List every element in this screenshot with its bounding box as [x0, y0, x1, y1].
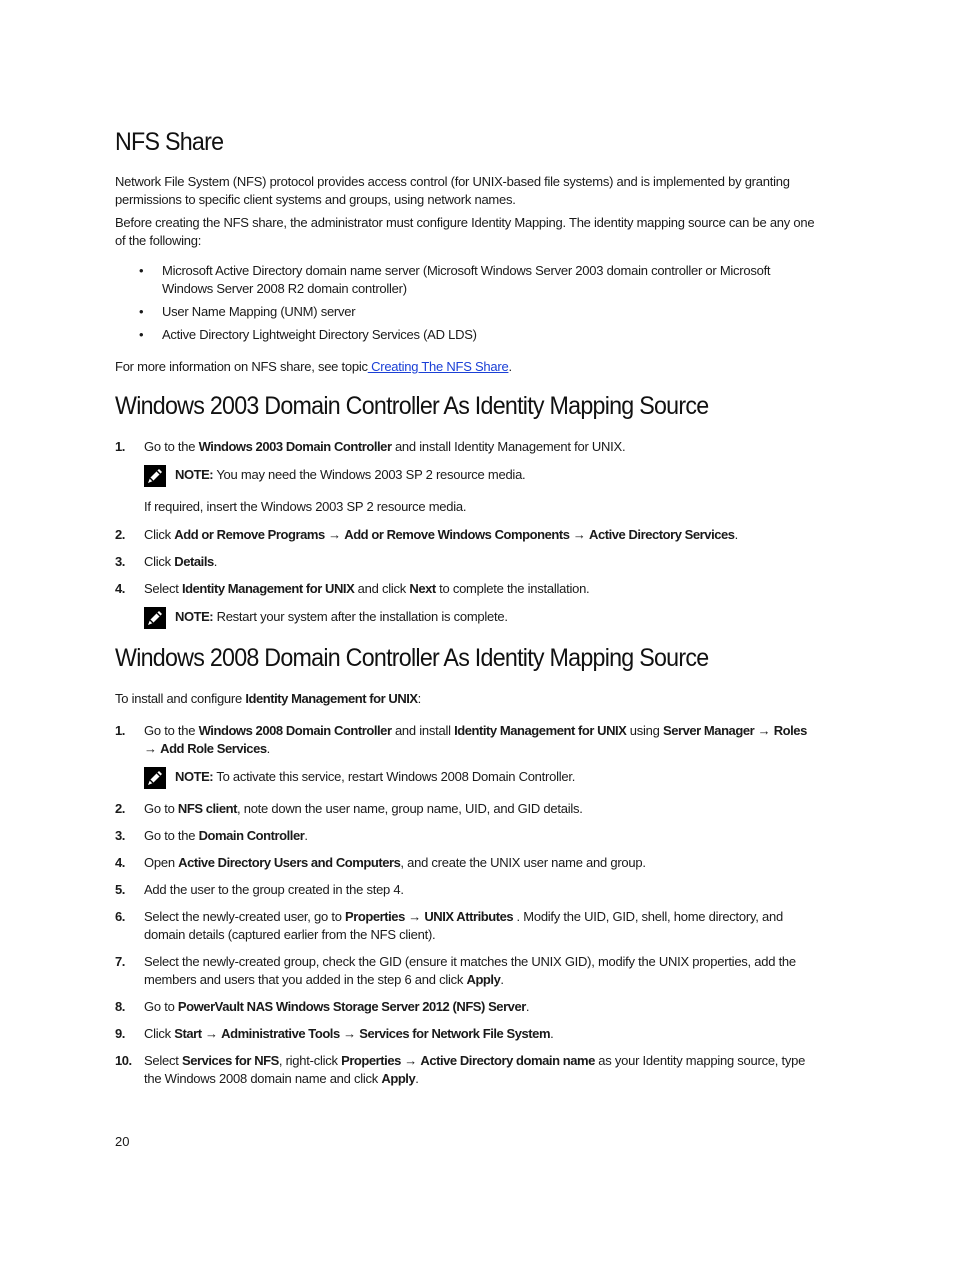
nfs-prereq-paragraph: Before creating the NFS share, the administrator must configure Identity Mapping. The identity mapping source can be any one of the following: — [115, 215, 815, 248]
bullet-glyph: • — [139, 263, 144, 278]
note-text: NOTE: To activate this service, restart Windows 2008 Domain Controller. — [175, 769, 576, 784]
step-text: Select Services for NFS, right-click Properties → Active Directory domain name as your Identity mapping source, type the Windows 2008 domain name and click Apply. — [144, 1053, 806, 1086]
pencil-note-icon — [144, 465, 166, 487]
step-number: 7. — [115, 954, 125, 969]
bullet-glyph: • — [139, 327, 144, 342]
w2008-step-10 — [115, 1052, 815, 1088]
step-text: Select Identity Management for UNIX and click Next to complete the installation. — [144, 581, 590, 596]
note-callout — [144, 466, 815, 488]
identity-source-list — [115, 262, 815, 344]
step-text: Click Add or Remove Programs → Add or Remove Windows Components → Active Directory Services. — [144, 527, 738, 542]
nfs-share-heading: NFS Share — [115, 128, 224, 156]
w2008-step-6 — [115, 908, 815, 944]
step-text: Click Details. — [144, 554, 218, 569]
list-item — [115, 262, 815, 298]
list-item-text: Microsoft Active Directory domain name server (Microsoft Windows Server 2003 domain controller or Microsoft Windows Server 2008 R2 domain controller) — [162, 263, 771, 296]
step-number: 3. — [115, 554, 125, 569]
step-text: Go to the Windows 2008 Domain Controller and install Identity Management for UNIX using Server Manager → Roles → Add Role Services. — [144, 723, 807, 756]
step-number: 5. — [115, 882, 125, 897]
step-text: Click Start → Administrative Tools → Services for Network File System. — [144, 1026, 554, 1041]
w2008-step-3 — [115, 827, 815, 845]
step-number: 1. — [115, 439, 125, 454]
w2008-step-8 — [115, 998, 815, 1016]
step-number: 3. — [115, 828, 125, 843]
w2008-step-4 — [115, 854, 815, 872]
step-number: 10. — [115, 1053, 132, 1068]
w2008-step-1 — [115, 722, 815, 790]
step-number: 4. — [115, 581, 125, 596]
step-number: 1. — [115, 723, 125, 738]
list-item — [115, 326, 815, 344]
step-text: Open Active Directory Users and Computers, and create the UNIX user name and group. — [144, 855, 646, 870]
step-text: Go to the Windows 2003 Domain Controller and install Identity Management for UNIX. — [144, 439, 626, 454]
step-text: Select the newly-created user, go to Properties → UNIX Attributes . Modify the UID, GID, shell, home directory, and domain details (captured earlier from the NFS client). — [144, 909, 783, 942]
step-text: Add the user to the group created in the step 4. — [144, 882, 404, 897]
bullet-glyph: • — [139, 304, 144, 319]
w2008-step-2 — [115, 800, 815, 818]
list-item-text: User Name Mapping (UNM) server — [162, 304, 356, 319]
step-text: Go to the Domain Controller. — [144, 828, 308, 843]
nfs-intro-paragraph: Network File System (NFS) protocol provides access control (for UNIX-based file systems) and is implemented by granting permissions to specific client systems and groups, using network names. — [115, 174, 790, 207]
w2003-step-4 — [115, 580, 815, 630]
windows-2008-heading: Windows 2008 Domain Controller As Identity Mapping Source — [115, 644, 709, 672]
pencil-note-icon — [144, 607, 166, 629]
note-text: NOTE: Restart your system after the installation is complete. — [175, 609, 508, 624]
step-text: Select the newly-created group, check the GID (ensure it matches the UNIX GID), modify the UNIX properties, add the members and users that you added in the step 6 and click Apply. — [144, 954, 796, 987]
w2008-step-9 — [115, 1025, 815, 1043]
step-text: Go to PowerVault NAS Windows Storage Server 2012 (NFS) Server. — [144, 999, 530, 1014]
step-sub-text: If required, insert the Windows 2003 SP 2 resource media. — [144, 499, 467, 514]
w2003-step-3 — [115, 553, 815, 571]
list-item — [115, 303, 815, 321]
windows-2003-heading: Windows 2003 Domain Controller As Identity Mapping Source — [115, 392, 709, 420]
step-number: 6. — [115, 909, 125, 924]
note-callout — [144, 768, 815, 790]
pencil-note-icon — [144, 767, 166, 789]
more-info-text: For more information on NFS share, see topic — [115, 359, 368, 374]
page-number: 20 — [115, 1134, 130, 1149]
step-number: 8. — [115, 999, 125, 1014]
list-item-text: Active Directory Lightweight Directory Services (AD LDS) — [162, 327, 477, 342]
step-text: Go to NFS client, note down the user name, group name, UID, and GID details. — [144, 801, 583, 816]
step-number: 4. — [115, 855, 125, 870]
step-number: 2. — [115, 801, 125, 816]
step-number: 9. — [115, 1026, 125, 1041]
page-content — [115, 128, 815, 1097]
more-info-period: . — [508, 359, 512, 374]
note-callout — [144, 608, 815, 630]
note-text: NOTE: You may need the Windows 2003 SP 2 resource media. — [175, 467, 526, 482]
w2008-step-5 — [115, 881, 815, 899]
install-intro-paragraph: To install and configure Identity Management for UNIX: — [115, 691, 422, 706]
creating-nfs-share-link[interactable]: Creating The NFS Share — [367, 359, 509, 374]
step-number: 2. — [115, 527, 125, 542]
w2008-step-7 — [115, 953, 815, 989]
more-info-paragraph — [115, 358, 815, 376]
w2003-step-1 — [115, 438, 815, 516]
w2003-step-2 — [115, 526, 815, 544]
